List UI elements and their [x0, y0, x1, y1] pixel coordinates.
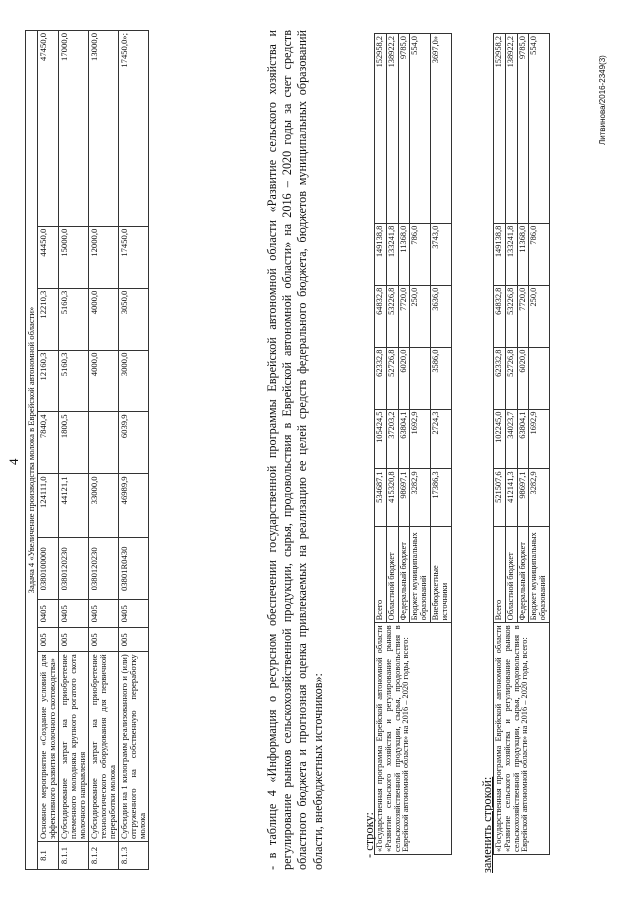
funding-row	[375, 34, 387, 855]
old-funding-table	[374, 33, 452, 855]
task-cell-y2: 3000,0	[119, 350, 149, 412]
task-caption: Задача 4 «Увеличение производства молока в Еврейской автономной области»	[26, 31, 38, 870]
task-cell-y3: 12210,3	[38, 288, 59, 350]
task-cell-code: 0380120230	[89, 538, 119, 600]
task-row	[89, 31, 119, 870]
row-label: - строку:	[362, 812, 376, 858]
funding-value-cell: 53226,8	[386, 285, 398, 347]
funding-value-cell: 3743,0	[431, 223, 452, 285]
funding-source-cell: Федеральный бюджет	[517, 527, 529, 623]
funding-source-cell: Областной бюджет	[386, 527, 398, 623]
task-cell-y3: 4000,0	[89, 288, 119, 350]
funding-value-cell: 9785,0	[398, 34, 410, 224]
program-name-cell: «Государственная программа Еврейской автономной области «Развитие сельского хозяйства и регулирование рынков сельскохозяйственной продукции, сырья, продовольствия в Еврейской автономной области» на 2016 – 2020 годы, всего:	[375, 623, 452, 855]
amendment-paragraph: - в таблице 4 «Информация о ресурсном обеспечении государственной программы Еврейской автономной области «Развитие сельского хозяйства и регулирование рынков сельскохозяйственной продукции, сырья, продовольствия в Еврейской автономной области» на 2016 – 2020 годы за счет средств областного бюджета и прогнозная оценка привлекаемых на реализацию ее целей средств федерального бюджета, бюджетов муниципальных образований области, внебюджетных источников»:	[265, 30, 325, 870]
task-cell-total: 44121,1	[59, 474, 89, 538]
funding-source-cell: Областной бюджет	[505, 527, 517, 623]
funding-value-cell: 786,0	[410, 223, 431, 285]
funding-value-cell: 37203,2	[386, 409, 398, 469]
funding-value-cell: 2724,3	[431, 409, 452, 469]
task-cell-total: 33000,0	[89, 474, 119, 538]
funding-value-cell: 62332,8	[375, 347, 387, 409]
task-cell-c2: 0405	[119, 600, 149, 628]
funding-value-cell: 250,0	[410, 285, 431, 347]
funding-source-cell: Бюджет муниципальных образований	[529, 527, 550, 623]
funding-value-cell: 52726,8	[505, 347, 517, 409]
funding-value-cell: 34023,7	[505, 409, 517, 469]
task-cell-y5: 47450,0	[38, 31, 59, 227]
funding-value-cell: 250,0	[529, 285, 550, 347]
task-cell-c2: 0405	[59, 600, 89, 628]
replace-label: заменить строкой:	[480, 776, 494, 873]
funding-value-cell: 11368,0	[398, 223, 410, 285]
funding-value-cell: 3282,9	[410, 469, 431, 527]
task-cell-y5: 13000,0	[89, 31, 119, 227]
task-cell-num: 8.1	[38, 842, 59, 870]
funding-value-cell: 98697,1	[398, 469, 410, 527]
task-cell-y4: 44450,0	[38, 226, 59, 288]
funding-value-cell: 138922,2	[505, 34, 517, 224]
program-name-cell: «Государственная программа Еврейской автономной области «Развитие сельского хозяйства и регулирование рынков сельскохозяйственной продукции, сырья, продовольствия в Еврейской автономной области» на 2016 – 2020 годы, всего:	[494, 623, 550, 855]
funding-value-cell: 102245,0	[494, 409, 506, 469]
task-cell-c2: 0405	[38, 600, 59, 628]
task-cell-y4: 12000,0	[89, 226, 119, 288]
task-cell-c1: 005	[119, 628, 149, 652]
funding-value-cell: 786,0	[529, 223, 550, 285]
funding-value-cell: 9785,0	[517, 34, 529, 224]
task-cell-y2: 4000,0	[89, 350, 119, 412]
task-cell-y4: 17450,0	[119, 226, 149, 288]
funding-value-cell: 7720,0	[517, 285, 529, 347]
funding-row	[494, 34, 506, 855]
task-cell-name: Субсидирование затрат на приобретение технологического оборудования для первичной переработки молока	[89, 652, 119, 842]
funding-value-cell: 62332,8	[494, 347, 506, 409]
funding-value-cell: 1692,9	[529, 409, 550, 469]
task-cell-y3: 5160,3	[59, 288, 89, 350]
task-cell-y1: 7840,4	[38, 412, 59, 474]
task-cell-y2: 12160,3	[38, 350, 59, 412]
page-number: 4	[6, 458, 21, 465]
funding-value-cell: 534687,1	[375, 469, 387, 527]
task-cell-name: Субсидирование затрат на приобретение племенного молодняка крупного рогатого скота молочного направления	[59, 652, 89, 842]
task-cell-y1	[89, 412, 119, 474]
task-cell-c2: 0405	[89, 600, 119, 628]
funding-value-cell: 133241,8	[505, 223, 517, 285]
task-cell-code: 0380100000	[38, 538, 59, 600]
funding-value-cell: 149138,8	[375, 223, 387, 285]
funding-value-cell: 152958,2	[494, 34, 506, 224]
task-row	[38, 31, 59, 870]
funding-value-cell: 17386,3	[431, 469, 452, 527]
funding-value-cell: 7720,0	[398, 285, 410, 347]
funding-source-cell: Федеральный бюджет	[398, 527, 410, 623]
funding-value-cell: 63804,1	[517, 409, 529, 469]
funding-value-cell: 3282,9	[529, 469, 550, 527]
funding-value-cell: 64832,8	[375, 285, 387, 347]
task-cell-y2: 5160,3	[59, 350, 89, 412]
task-cell-y5: 17450,0»;	[119, 31, 149, 227]
funding-value-cell: 105424,5	[375, 409, 387, 469]
funding-value-cell	[410, 347, 431, 409]
task-cell-total: 124111,0	[38, 474, 59, 538]
funding-value-cell: 53226,8	[505, 285, 517, 347]
task-cell-code: 03801R0430	[119, 538, 149, 600]
funding-value-cell: 412141,3	[505, 469, 517, 527]
task-cell-c1: 005	[59, 628, 89, 652]
funding-value-cell: 63804,1	[398, 409, 410, 469]
task-cell-y5: 17000,0	[59, 31, 89, 227]
funding-value-cell: 133241,8	[386, 223, 398, 285]
task-cell-code: 0380120230	[59, 538, 89, 600]
task-cell-y1: 1800,5	[59, 412, 89, 474]
funding-source-cell: Бюджет муниципальных образований	[410, 527, 431, 623]
task-row	[59, 31, 89, 870]
funding-value-cell: 3586,0	[431, 347, 452, 409]
funding-value-cell: 521507,6	[494, 469, 506, 527]
funding-source-cell: Всего	[494, 527, 506, 623]
task-cell-total: 46989,9	[119, 474, 149, 538]
funding-value-cell	[529, 347, 550, 409]
task-cell-y4: 15000,0	[59, 226, 89, 288]
task-cell-num: 8.1.2	[89, 842, 119, 870]
funding-value-cell: 6020,0	[398, 347, 410, 409]
task-cell-y3: 3050,0	[119, 288, 149, 350]
funding-value-cell: 11368,0	[517, 223, 529, 285]
task-cell-c1: 005	[38, 628, 59, 652]
new-funding-table	[493, 33, 550, 855]
funding-value-cell: 554,0	[529, 34, 550, 224]
funding-value-cell: 152958,2	[375, 34, 387, 224]
funding-value-cell: 138922,2	[386, 34, 398, 224]
funding-value-cell: 98697,1	[517, 469, 529, 527]
funding-value-cell: 3697,0»	[431, 34, 452, 224]
funding-value-cell: 64832,8	[494, 285, 506, 347]
funding-value-cell: 149138,8	[494, 223, 506, 285]
funding-value-cell: 6020,0	[517, 347, 529, 409]
task-cell-num: 8.1.1	[59, 842, 89, 870]
task-cell-name: Основное мероприятие «Создание условий для эффективного развития молочного скотоводства»	[38, 652, 59, 842]
document-footer: Литвинова/2016-2349(3)	[598, 55, 607, 145]
task-cell-y1: 6039,9	[119, 412, 149, 474]
task-cell-num: 8.1.3	[119, 842, 149, 870]
task-cell-name: Субсидии на 1 килограмм реализованного и (или) отгруженного на собственную переработку молока	[119, 652, 149, 842]
funding-source-cell: Всего	[375, 527, 387, 623]
funding-value-cell: 554,0	[410, 34, 431, 224]
funding-source-cell: Внебюджетные источники	[431, 527, 452, 623]
funding-value-cell: 52726,8	[386, 347, 398, 409]
funding-value-cell: 3636,0	[431, 285, 452, 347]
task-cell-c1: 005	[89, 628, 119, 652]
funding-value-cell: 415320,8	[386, 469, 398, 527]
task-row	[119, 31, 149, 870]
task-table	[25, 30, 149, 870]
funding-value-cell: 1692,9	[410, 409, 431, 469]
